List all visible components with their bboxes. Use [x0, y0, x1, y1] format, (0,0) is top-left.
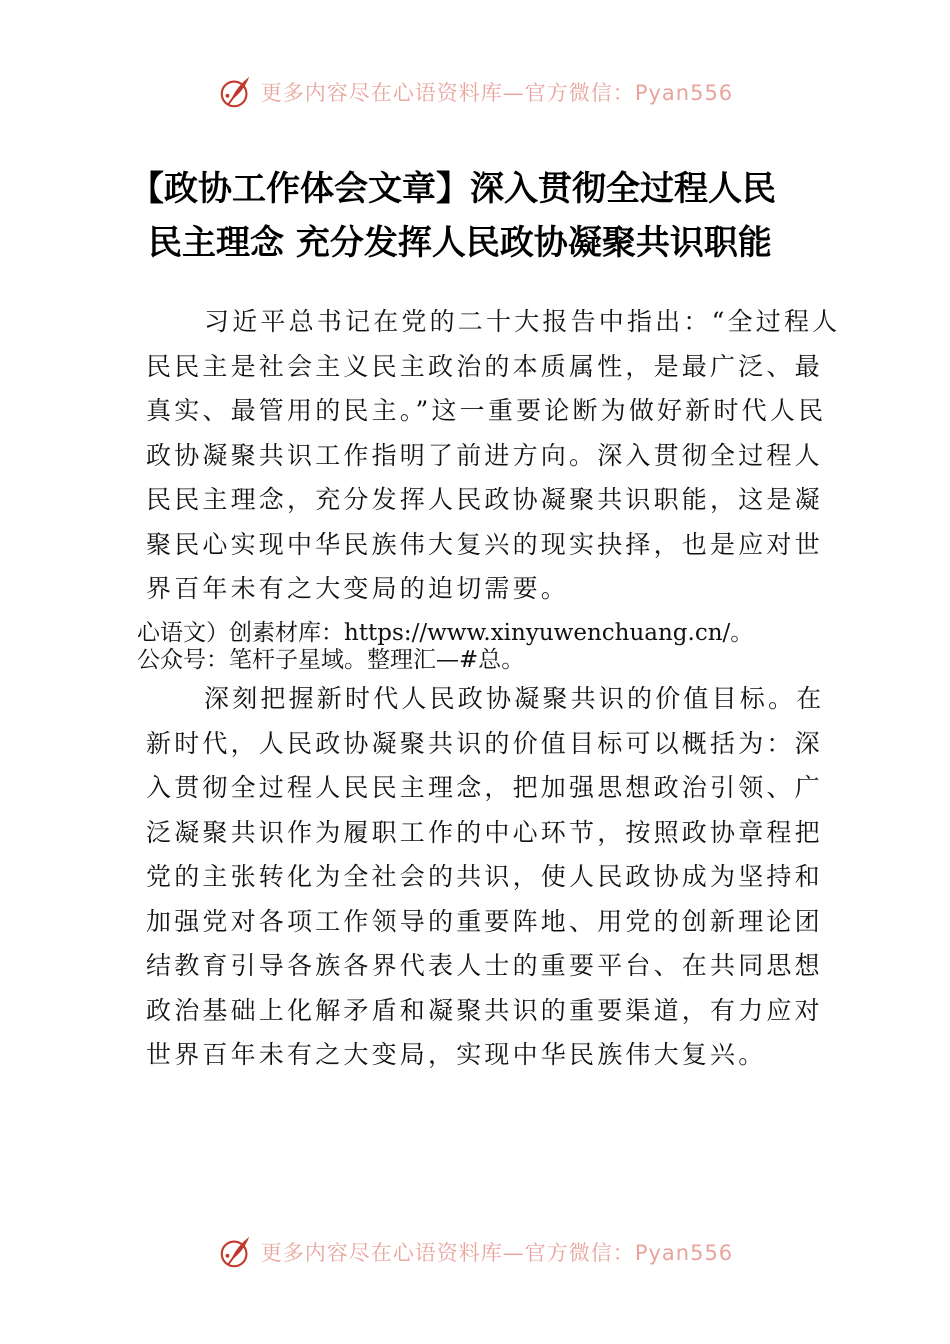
paragraph-line: 习近平总书记在党的二十大报告中指出：“全过程人 — [204, 307, 841, 336]
paragraph-2 — [146, 677, 825, 1078]
wechat-id: Pyan556 — [634, 1241, 734, 1265]
paragraph-line: 界百年未有之大变局的迫切需要。 — [146, 574, 570, 603]
title-line-1: 【政协工作体会文章】深入贯彻全过程人民 — [130, 169, 776, 209]
quill-circle-icon — [217, 73, 255, 111]
paragraph-1 — [146, 300, 841, 612]
source-note-line-2: 公众号：笔杆子星域。整理汇—#总。 — [137, 647, 525, 673]
paragraph-line: 民民主是社会主义民主政治的本质属性，是最广泛、最 — [146, 351, 823, 381]
paragraph-line: 深刻把握新时代人民政协凝聚共识的价值目标。在 — [204, 684, 825, 713]
paragraph-line: 泛凝聚共识作为履职工作的中心环节，按照政协章程把 — [146, 817, 823, 847]
paragraph-line: 真实、最管用的民主。”这一重要论断为做好新时代人民 — [146, 396, 827, 425]
source-note-line-1: 心语文）创素材库：https://www.xinyuwenchuang.cn/。 — [137, 620, 754, 646]
paragraph-line: 政协凝聚共识工作指明了前进方向。深入贯彻全过程人 — [146, 440, 823, 470]
paragraph-line: 世界百年未有之大变局，实现中华民族伟大复兴。 — [146, 1040, 767, 1069]
document-title — [130, 162, 830, 270]
paragraph-line: 政治基础上化解矛盾和凝聚共识的重要渠道，有力应对 — [146, 995, 823, 1025]
wechat-id: Pyan556 — [634, 81, 734, 105]
paragraph-line: 加强党对各项工作领导的重要阵地、用党的创新理论团 — [146, 906, 823, 936]
source-note — [137, 620, 837, 674]
footer-banner — [0, 1230, 950, 1274]
paragraph-line: 聚民心实现中华民族伟大复兴的现实抉择，也是应对世 — [146, 529, 823, 559]
paragraph-line: 入贯彻全过程人民民主理念，把加强思想政治引领、广 — [146, 773, 823, 802]
paragraph-line: 党的主张转化为全社会的共识，使人民政协成为坚持和 — [146, 862, 823, 891]
banner-text: 更多内容尽在心语资料库—官方微信：Pyan556 — [260, 1241, 734, 1265]
quill-circle-icon — [217, 1233, 255, 1271]
banner-text: 更多内容尽在心语资料库—官方微信：Pyan556 — [260, 81, 734, 105]
paragraph-line: 结教育引导各族各界代表人士的重要平台、在共同思想 — [146, 951, 823, 980]
header-banner — [0, 70, 950, 114]
title-line-2: 民主理念 充分发挥人民政协凝聚共识职能 — [148, 223, 772, 263]
paragraph-line: 民民主理念，充分发挥人民政协凝聚共识职能，这是凝 — [146, 485, 823, 514]
paragraph-line: 新时代，人民政协凝聚共识的价值目标可以概括为：深 — [146, 728, 823, 758]
